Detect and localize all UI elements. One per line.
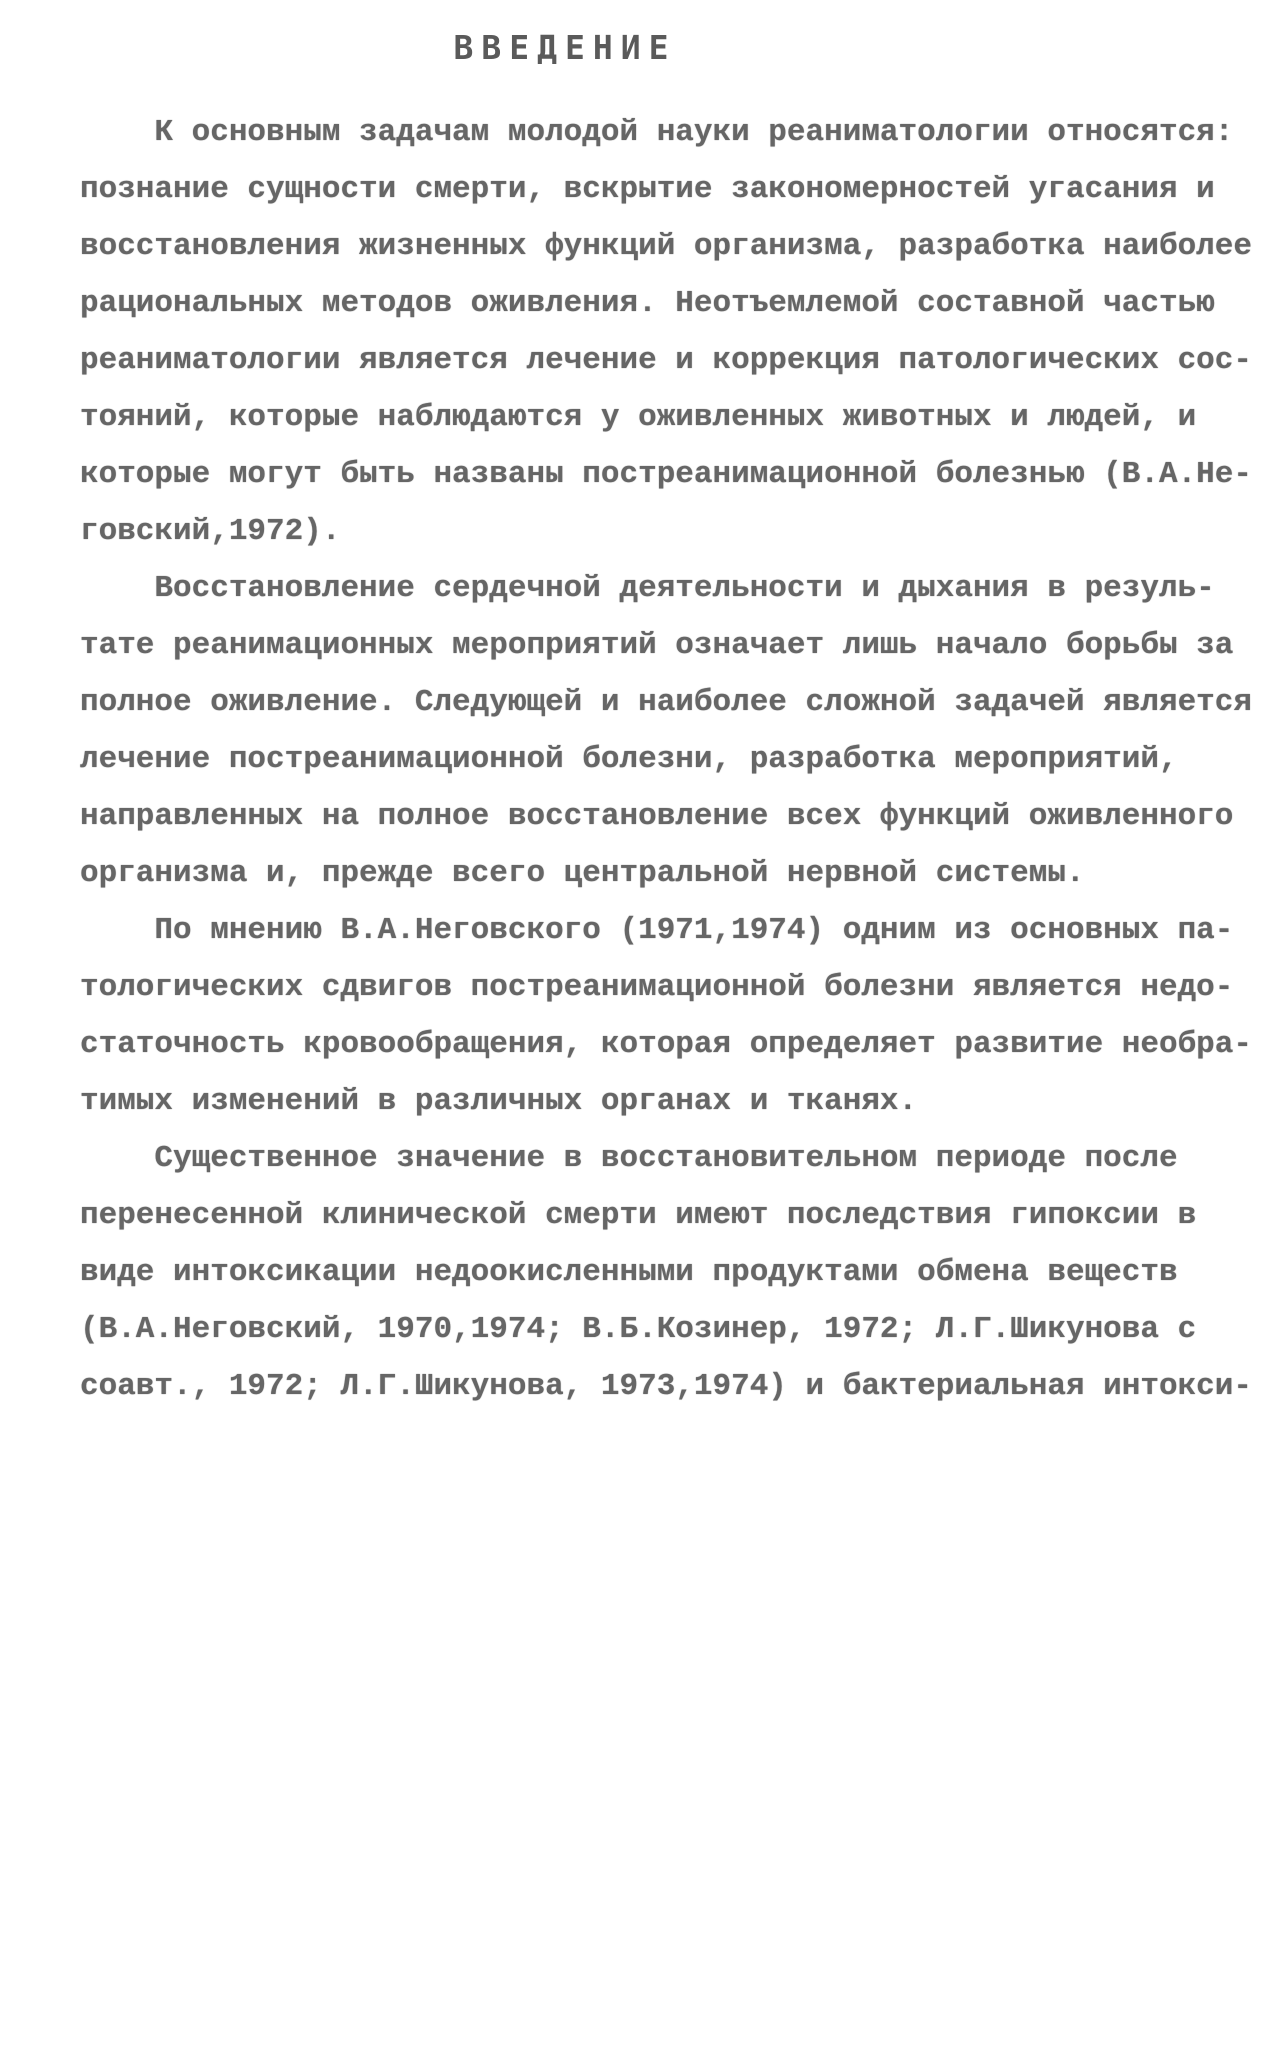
text-line: тимых изменений в различных органах и тканях. (80, 1084, 918, 1119)
text-line: организма и, прежде всего центральной нервной системы. (80, 856, 1085, 891)
text-line: Существенное значение в восстановительном периоде после (80, 1141, 1178, 1176)
text-line: По мнению В.А.Неговского (1971,1974) одним из основных па- (80, 913, 1234, 948)
text-line: реаниматологии является лечение и коррекция патологических сос- (80, 343, 1252, 378)
text-line: говский,1972). (80, 514, 341, 549)
text-line: Восстановление сердечной деятельности и дыхания в резуль- (80, 571, 1215, 606)
text-line: перенесенной клинической смерти имеют последствия гипоксии в (80, 1198, 1197, 1233)
text-line: статочность кровообращения, которая определяет развитие необра- (80, 1027, 1252, 1062)
text-line: направленных на полное восстановление всех функций оживленного (80, 799, 1234, 834)
text-line: виде интоксикации недоокисленными продуктами обмена веществ (80, 1255, 1178, 1290)
text-line: К основным задачам молодой науки реаниматологии относятся: (80, 115, 1234, 150)
text-line: тологических сдвигов постреанимационной болезни является недо- (80, 970, 1234, 1005)
text-line: которые могут быть названы постреанимационной болезнью (В.А.Не- (80, 457, 1252, 492)
text-line: тояний, которые наблюдаются у оживленных животных и людей, и (80, 400, 1197, 435)
body-text (80, 104, 1252, 1415)
text-line: полное оживление. Следующей и наиболее сложной задачей является (80, 685, 1252, 720)
text-line: рациональных методов оживления. Неотъемлемой составной частью (80, 286, 1215, 321)
text-line: лечение постреанимационной болезни, разработка мероприятий, (80, 742, 1178, 777)
text-line: познание сущности смерти, вскрытие закономерностей угасания и (80, 172, 1215, 207)
text-line: восстановления жизненных функций организма, разработка наиболее (80, 229, 1252, 264)
text-line: (В.А.Неговский, 1970,1974; В.Б.Козинер, 1972; Л.Г.Шикунова с (80, 1312, 1197, 1347)
page-title: ВВЕДЕНИЕ (453, 28, 677, 67)
text-line: соавт., 1972; Л.Г.Шикунова, 1973,1974) и бактериальная интокси- (80, 1369, 1252, 1404)
text-line: тате реанимационных мероприятий означает лишь начало борьбы за (80, 628, 1234, 663)
